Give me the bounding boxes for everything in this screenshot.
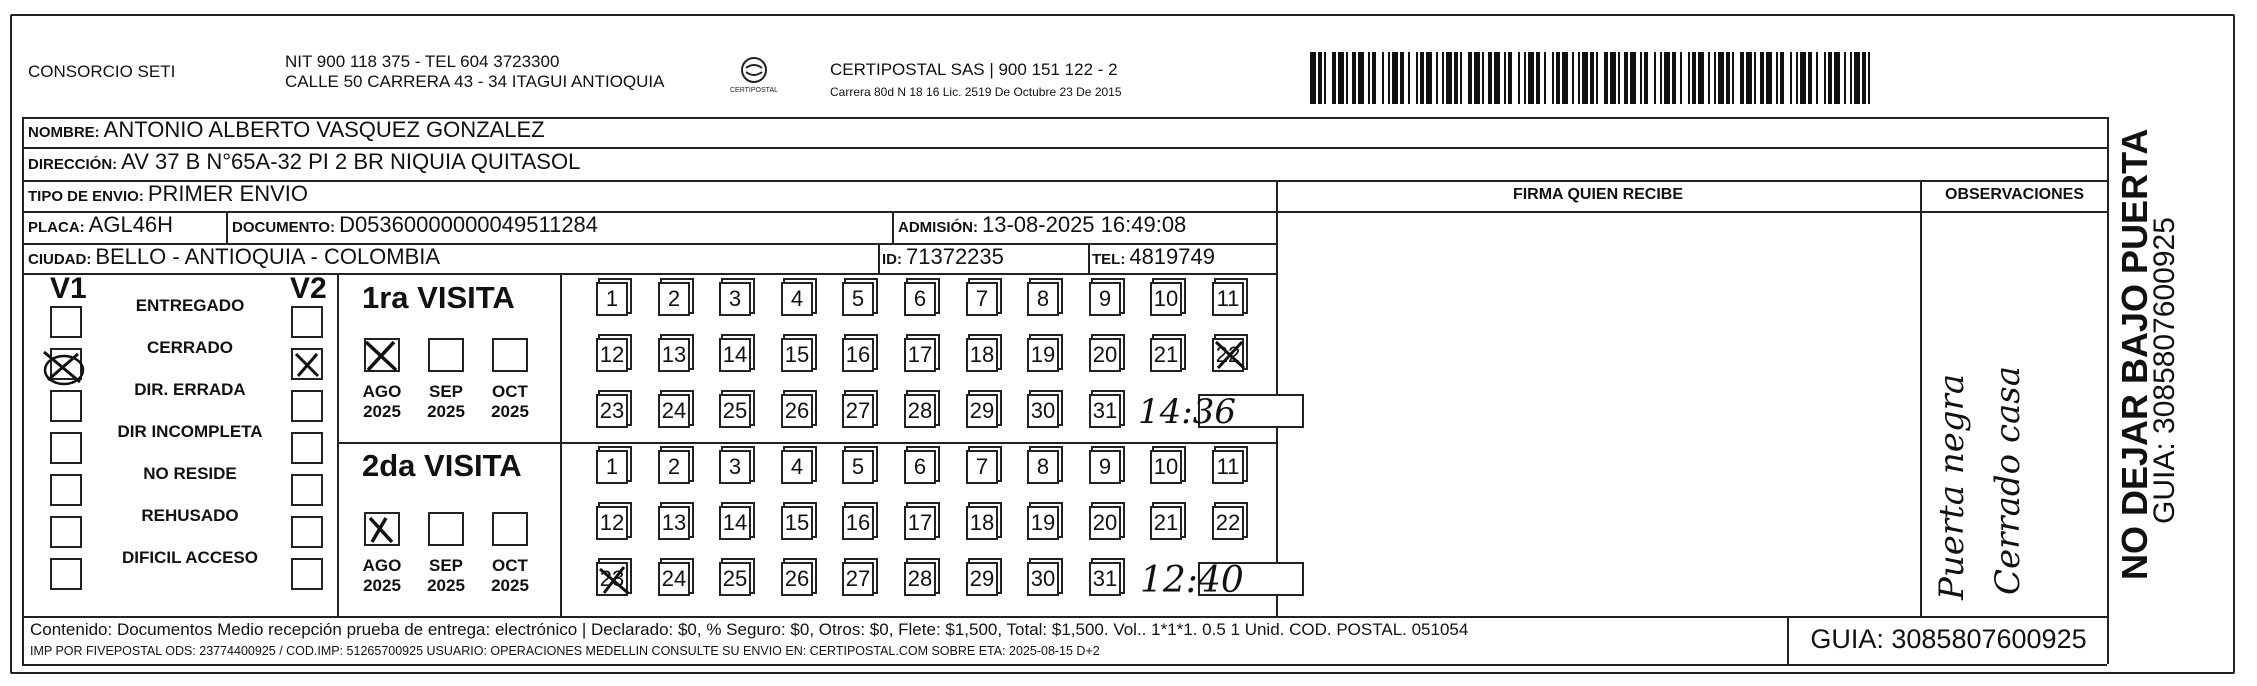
divider: [1088, 243, 1090, 273]
tel-field: [1092, 244, 1215, 270]
day-checkbox[interactable]: 18: [966, 506, 998, 540]
day-checkbox[interactable]: 5: [842, 450, 874, 484]
barcode-bar: [1790, 52, 1792, 104]
day-checkbox[interactable]: 1: [596, 282, 628, 316]
month-label: [482, 382, 538, 422]
v2-checkbox[interactable]: [291, 558, 323, 590]
day-checkbox[interactable]: 16: [842, 338, 874, 372]
divider: [22, 616, 2107, 618]
divider: [878, 243, 880, 273]
barcode-bar: [1460, 52, 1462, 104]
nombre-value: ANTONIO ALBERTO VASQUEZ GONZALEZ: [103, 117, 545, 142]
reason-label: DIR. ERRADA: [134, 380, 246, 399]
id-label: ID:: [882, 251, 902, 268]
barcode-bar: [1544, 52, 1546, 104]
v2-checkbox[interactable]: [291, 516, 323, 548]
barcode-bar: [1590, 52, 1594, 104]
ciudad-value: BELLO - ANTIOQUIA - COLOMBIA: [95, 244, 441, 269]
barcode-bar: [1692, 52, 1696, 104]
barcode-bar: [1468, 52, 1472, 104]
month-year: 2025: [363, 576, 401, 595]
month-year: 2025: [491, 402, 529, 421]
v1-checkbox[interactable]: [50, 390, 82, 422]
month-checkbox[interactable]: [492, 512, 528, 546]
barcode-bar: [1740, 52, 1744, 104]
divider: [2107, 117, 2109, 664]
day-checkbox[interactable]: 30: [1027, 394, 1059, 428]
barcode-bar: [1426, 52, 1432, 104]
day-checkbox[interactable]: 1: [596, 450, 628, 484]
barcode-bar: [1596, 52, 1598, 104]
barcode-bar: [1346, 52, 1348, 104]
barcode-bar: [1718, 52, 1724, 104]
day-checkbox[interactable]: 7: [966, 282, 998, 316]
barcode-bar: [1324, 52, 1326, 104]
barcode-bar: [1850, 52, 1852, 104]
reason-label: DIFICIL ACCESO: [121, 548, 258, 567]
reason-label: NO RESIDE: [143, 464, 237, 483]
id-value: 71372235: [906, 244, 1004, 269]
v1-checkbox[interactable]: [50, 474, 82, 506]
day-checkbox[interactable]: 11: [1212, 282, 1244, 316]
placa-field: [28, 212, 173, 238]
day-checkbox[interactable]: 5: [842, 282, 874, 316]
day-checkbox[interactable]: 27: [842, 394, 874, 428]
day-checkbox[interactable]: 8: [1027, 282, 1059, 316]
day-checkbox[interactable]: 10: [1150, 450, 1182, 484]
barcode-bar: [1654, 52, 1656, 104]
month-year: 2025: [427, 402, 465, 421]
day-checkbox[interactable]: 27: [842, 562, 874, 596]
barcode-bar: [1382, 52, 1384, 104]
month-checkbox[interactable]: [428, 338, 464, 372]
barcode-bar: [1482, 52, 1484, 104]
month-label: [418, 556, 474, 596]
month-name: SEP: [428, 556, 464, 575]
month-label: [354, 382, 410, 422]
divider: [337, 273, 339, 616]
barcode-bar: [1732, 52, 1734, 104]
placa-value: AGL46H: [88, 212, 174, 237]
day-checkbox[interactable]: 24: [658, 562, 690, 596]
day-checkbox[interactable]: 20: [1089, 338, 1121, 372]
barcode-bar: [1640, 52, 1642, 104]
nit-line: NIT 900 118 375 - TEL 604 3723300: [285, 52, 560, 71]
barcode-bar: [1318, 52, 1322, 104]
barcode-bar: [1766, 52, 1772, 104]
observation-2: Cerrado casa: [1988, 366, 2028, 595]
barcode-bar: [1824, 52, 1826, 104]
day-checkbox[interactable]: 19: [1027, 506, 1059, 540]
day-checkbox[interactable]: 28: [904, 562, 936, 596]
barcode-bar: [1338, 52, 1344, 104]
documento-field: [232, 212, 598, 238]
second-visit-time: 12:40: [1140, 560, 1244, 601]
tel-value: 4819749: [1129, 244, 1215, 269]
documento-label: DOCUMENTO:: [232, 219, 336, 236]
barcode-bar: [1572, 52, 1574, 104]
id-field: [882, 244, 1004, 270]
month-year: 2025: [363, 402, 401, 421]
day-checkbox[interactable]: 18: [966, 338, 998, 372]
day-checkbox[interactable]: 20: [1089, 506, 1121, 540]
month-name: OCT: [492, 556, 528, 575]
day-checkbox[interactable]: 21: [1150, 338, 1182, 372]
day-checkbox[interactable]: 14: [719, 338, 751, 372]
day-checkbox[interactable]: 12: [596, 506, 628, 540]
reason-label: CERRADO: [147, 338, 233, 357]
day-checkbox[interactable]: 17: [904, 338, 936, 372]
day-checkbox[interactable]: 9: [1089, 282, 1121, 316]
barcode-bar: [1624, 52, 1628, 104]
barcode-bar: [1552, 52, 1554, 104]
svg-text:CERTIPOSTAL: CERTIPOSTAL: [730, 87, 778, 94]
day-checkbox[interactable]: 13: [658, 506, 690, 540]
barcode-bar: [1618, 52, 1620, 104]
barcode-bar: [1494, 52, 1500, 104]
barcode-bar: [1474, 52, 1480, 104]
barcode-bar: [1828, 52, 1832, 104]
day-checkbox[interactable]: 31: [1089, 394, 1121, 428]
day-checkbox[interactable]: 22: [1212, 506, 1244, 540]
admision-field: [898, 212, 1186, 238]
day-checkbox[interactable]: 4: [781, 450, 813, 484]
barcode-bar: [1420, 52, 1424, 104]
day-checkbox[interactable]: 2: [658, 450, 690, 484]
observaciones-header: OBSERVACIONES: [1945, 186, 2084, 203]
v2-checkbox[interactable]: [291, 306, 323, 338]
barcode-bar: [1442, 52, 1444, 104]
day-checkbox[interactable]: 9: [1089, 450, 1121, 484]
barcode-bar: [1868, 52, 1870, 104]
day-checkbox[interactable]: 7: [966, 450, 998, 484]
barcode-bar: [1816, 52, 1818, 104]
barcode-bar: [1660, 52, 1662, 104]
day-checkbox[interactable]: 10: [1150, 282, 1182, 316]
barcode-bar: [1488, 52, 1492, 104]
month-label: [482, 556, 538, 596]
day-checkbox[interactable]: 4: [781, 282, 813, 316]
day-22-first-mark: [1212, 338, 1248, 374]
barcode-bar: [1392, 52, 1398, 104]
v2-cerrado-mark: [290, 348, 324, 382]
footer-imp: IMP POR FIVEPOSTAL ODS: 23774400925 / COD.IMP: 51265700925 USUARIO: OPERACIONES MEDELLIN CONSULTE SU ENVIO EN: CERTIPOSTAL.COM SOBRE ETA: 2025-08-15 D+2: [30, 644, 1100, 658]
ciudad-label: CIUDAD:: [28, 251, 92, 268]
v2-checkbox[interactable]: [291, 390, 323, 422]
v2-checkbox[interactable]: [291, 432, 323, 464]
barcode-bar: [1388, 52, 1390, 104]
barcode-bar: [1672, 52, 1676, 104]
day-checkbox[interactable]: 8: [1027, 450, 1059, 484]
day-checkbox[interactable]: 2: [658, 282, 690, 316]
month-label: [418, 382, 474, 422]
day-checkbox[interactable]: 6: [904, 450, 936, 484]
day-23-second-mark: [596, 563, 632, 599]
day-checkbox[interactable]: 28: [904, 394, 936, 428]
barcode-bar: [1400, 52, 1404, 104]
v1-checkbox[interactable]: [50, 432, 82, 464]
second-visit-title: 2da VISITA: [362, 448, 522, 483]
barcode-bar: [1358, 52, 1364, 104]
barcode-bar: [1610, 52, 1616, 104]
barcode-bar: [1754, 52, 1756, 104]
barcode-bar: [1698, 52, 1704, 104]
barcode-bar: [1680, 52, 1682, 104]
day-checkbox[interactable]: 11: [1212, 450, 1244, 484]
side-guia: GUIA: 3085807600925: [2148, 217, 2181, 524]
month-year: 2025: [491, 576, 529, 595]
day-checkbox[interactable]: 17: [904, 506, 936, 540]
divider: [22, 273, 1276, 275]
barcode-bar: [1524, 52, 1526, 104]
barcode-bar: [1408, 52, 1410, 104]
documento-value: D05360000000049511284: [339, 212, 599, 237]
v2-checkbox[interactable]: [291, 474, 323, 506]
nombre-label: NOMBRE:: [28, 124, 100, 141]
day-checkbox[interactable]: 3: [719, 282, 751, 316]
barcode-bar: [1800, 52, 1806, 104]
v1-label: V1: [50, 272, 87, 305]
day-checkbox[interactable]: 29: [966, 394, 998, 428]
barcode-bar: [1454, 52, 1458, 104]
v1-checkbox[interactable]: [50, 516, 82, 548]
company-name: CONSORCIO SETI: [28, 62, 176, 81]
day-checkbox[interactable]: 15: [781, 506, 813, 540]
divider: [22, 180, 2107, 182]
ago-second-mark: [362, 512, 400, 548]
divider: [1787, 616, 1789, 664]
reason-label: DIR INCOMPLETA: [117, 422, 263, 441]
direccion-value: AV 37 B N°65A-32 PI 2 BR NIQUIA QUITASOL: [121, 149, 581, 174]
admision-label: ADMISIÓN:: [898, 219, 978, 236]
ago-first-mark: [362, 338, 400, 374]
barcode-bar: [1862, 52, 1866, 104]
barcode-bar: [1578, 52, 1580, 104]
month-name: OCT: [492, 382, 528, 401]
day-checkbox[interactable]: 19: [1027, 338, 1059, 372]
footer-content: Contenido: Documentos Medio recepción prueba de entrega: electrónico | Declarado: $0, % Seguro: $0, Otros: $0, Flete: $1,500, Total: $1,500. Vol.. 1*1*1. 0.5 1 Unid. COD. POSTAL. 051054: [30, 620, 1469, 639]
divider: [22, 117, 24, 664]
barcode-bar: [1528, 52, 1534, 104]
day-checkbox[interactable]: 21: [1150, 506, 1182, 540]
admision-value: 13-08-2025 16:49:08: [982, 212, 1187, 237]
barcode-bar: [1368, 52, 1370, 104]
reason-label: ENTREGADO: [135, 296, 245, 315]
day-checkbox[interactable]: 12: [596, 338, 628, 372]
day-checkbox[interactable]: 26: [781, 394, 813, 428]
barcode-bar: [1854, 52, 1860, 104]
direccion-field: [28, 149, 580, 175]
barcode-bar: [1332, 52, 1336, 104]
ciudad-field: [28, 244, 440, 270]
barcode-bar: [1746, 52, 1752, 104]
month-checkbox[interactable]: [428, 512, 464, 546]
reason-label: REHUSADO: [141, 506, 239, 525]
v1-cerrado-mark: [40, 346, 88, 388]
barcode-bar: [1446, 52, 1452, 104]
barcode-bar: [1714, 52, 1716, 104]
first-visit-time: 14:36: [1138, 392, 1236, 432]
v1-checkbox[interactable]: [50, 558, 82, 590]
v2-label: V2: [290, 272, 327, 305]
day-checkbox[interactable]: 16: [842, 506, 874, 540]
observation-1: Puerta negra: [1932, 373, 1972, 600]
day-checkbox[interactable]: 26: [781, 562, 813, 596]
side-warning: NO DEJAR BAJO PUERTA: [2114, 128, 2155, 580]
barcode-bar: [1536, 52, 1540, 104]
month-label: [354, 556, 410, 596]
footer-guia: GUIA: 3085807600925: [1810, 624, 2087, 654]
day-checkbox[interactable]: 23: [596, 394, 628, 428]
day-checkbox[interactable]: 13: [658, 338, 690, 372]
barcode-bar: [1504, 52, 1506, 104]
day-checkbox[interactable]: 14: [719, 506, 751, 540]
month-year: 2025: [427, 576, 465, 595]
divider: [226, 211, 228, 243]
day-checkbox[interactable]: 31: [1089, 562, 1121, 596]
day-checkbox[interactable]: 24: [658, 394, 690, 428]
barcode-bar: [1310, 52, 1316, 104]
divider: [22, 664, 2107, 666]
v1-checkbox[interactable]: [50, 306, 82, 338]
address-line: CALLE 50 CARRERA 43 - 34 ITAGUI ANTIOQUIA: [285, 72, 665, 91]
barcode-bar: [1630, 52, 1636, 104]
tipo-value: PRIMER ENVIO: [147, 181, 308, 206]
placa-label: PLACA:: [28, 219, 85, 236]
barcode-bar: [1796, 52, 1798, 104]
barcode-bar: [1844, 52, 1846, 104]
delivery-form: [10, 14, 2235, 674]
barcode-bar: [1808, 52, 1812, 104]
barcode-bar: [1372, 52, 1376, 104]
divider: [560, 273, 562, 616]
day-checkbox[interactable]: 6: [904, 282, 936, 316]
tipo-field: [28, 181, 308, 207]
day-checkbox[interactable]: 29: [966, 562, 998, 596]
tipo-label: TIPO DE ENVIO:: [28, 188, 144, 205]
barcode-bar: [1776, 52, 1778, 104]
carrier-address: Carrera 80d N 18 16 Lic. 2519 De Octubre 23 De 2015: [830, 85, 1122, 99]
barcode-bar: [1352, 52, 1356, 104]
barcode-bar: [1760, 52, 1764, 104]
barcode-bar: [1688, 52, 1690, 104]
barcode-bar: [1834, 52, 1840, 104]
month-name: AGO: [362, 556, 402, 575]
day-checkbox[interactable]: 23: [596, 562, 628, 596]
day-checkbox[interactable]: 25: [719, 394, 751, 428]
certipostal-logo: [726, 52, 782, 100]
nombre-field: [28, 117, 545, 143]
barcode-bar: [1508, 52, 1512, 104]
direccion-label: DIRECCIÓN:: [28, 156, 118, 173]
barcode-bar: [1780, 52, 1784, 104]
divider: [892, 211, 894, 243]
barcode-bar: [1518, 52, 1520, 104]
barcode-bar: [1604, 52, 1608, 104]
tel-label: TEL:: [1092, 251, 1126, 268]
month-name: SEP: [428, 382, 464, 401]
barcode-bar: [1644, 52, 1648, 104]
day-checkbox[interactable]: 30: [1027, 562, 1059, 596]
firma-header: FIRMA QUIEN RECIBE: [1512, 186, 1684, 203]
barcode-bar: [1708, 52, 1710, 104]
barcode-bar: [1416, 52, 1418, 104]
first-visit-title: 1ra VISITA: [362, 280, 515, 315]
day-checkbox[interactable]: 22: [1212, 338, 1244, 372]
barcode-icon: [1310, 52, 1875, 104]
barcode-bar: [1664, 52, 1670, 104]
barcode-bar: [1556, 52, 1560, 104]
barcode-bar: [1562, 52, 1568, 104]
day-checkbox[interactable]: 3: [719, 450, 751, 484]
carrier-line: CERTIPOSTAL SAS | 900 151 122 - 2: [830, 60, 1118, 79]
barcode-bar: [1436, 52, 1438, 104]
day-checkbox[interactable]: 15: [781, 338, 813, 372]
barcode-bar: [1582, 52, 1588, 104]
month-name: AGO: [362, 382, 402, 401]
divider: [337, 442, 1276, 444]
divider: [1920, 180, 1922, 616]
barcode-bar: [1726, 52, 1730, 104]
day-checkbox[interactable]: 25: [719, 562, 751, 596]
month-checkbox[interactable]: [492, 338, 528, 372]
